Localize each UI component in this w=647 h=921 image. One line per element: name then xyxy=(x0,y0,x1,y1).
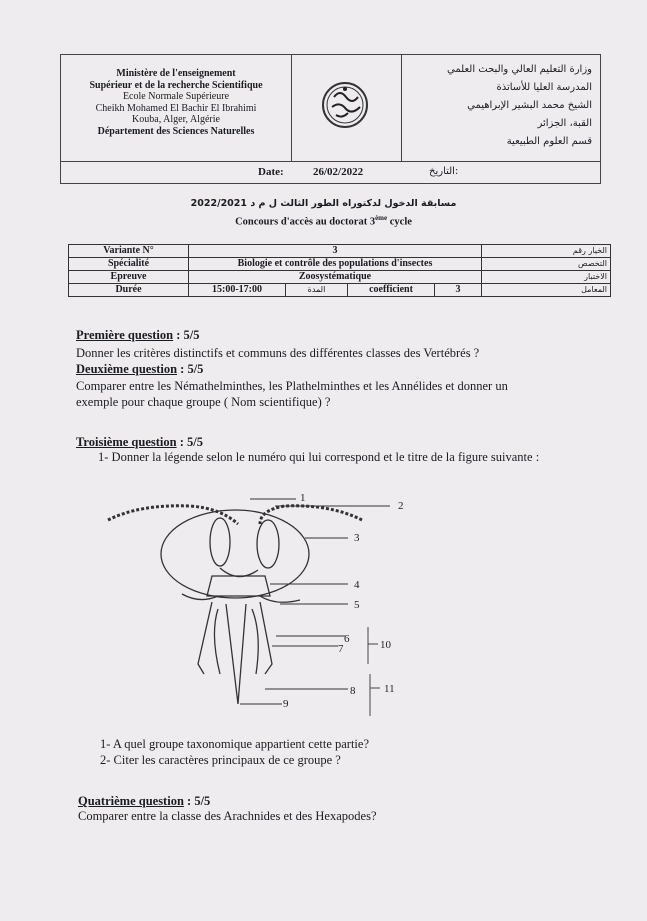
concours-title-sup: ème xyxy=(375,214,388,222)
duree-label-ar: المدة xyxy=(286,284,348,297)
table-row xyxy=(69,245,611,258)
question-2-heading xyxy=(76,362,203,377)
header-box xyxy=(60,54,601,184)
figure-label-10: 10 xyxy=(380,639,391,651)
question-1-heading xyxy=(76,328,199,343)
coefficient-label-ar: المعامل xyxy=(482,284,611,297)
date-label-arabic: التاريخ: xyxy=(429,166,459,177)
figure-label-4: 4 xyxy=(354,579,360,591)
location-line: Kouba, Alger, Algérie xyxy=(132,114,220,125)
question-3-sub-2: 2- Citer les caractères principaux de ce groupe ? xyxy=(100,753,341,767)
question-2-text: Comparer entre les Némathelminthes, les Plathelminthes et les Annélides et donner un exemple pour chaque groupe ( Nom scientifique) ? xyxy=(76,379,508,409)
concours-title-end: cycle xyxy=(387,216,412,228)
concours-title-arabic: مسابقة الدخول لدكتوراه الطور الثالث ل م د 2022/2021 xyxy=(190,198,457,209)
exam-info-table xyxy=(68,244,611,297)
location-ar: القبة، الجزائر xyxy=(537,118,592,129)
question-3-item-1: 1- Donner la légende selon le numéro qui lui correspond et le titre de la figure suivante : xyxy=(98,450,540,464)
question-4-text: Comparer entre la classe des Arachnides et des Hexapodes? xyxy=(78,809,377,823)
date-row xyxy=(61,161,600,184)
question-4-title: Quatrième question xyxy=(78,794,184,808)
table-row xyxy=(69,284,611,297)
figure-label-9: 9 xyxy=(283,698,289,710)
insect-head-figure xyxy=(100,484,420,724)
table-row xyxy=(69,271,611,284)
ministry-ar: وزارة التعليم العالي والبحث العلمي xyxy=(447,64,592,75)
concours-title-french xyxy=(0,214,647,228)
epreuve-value: Zoosystématique xyxy=(189,271,482,284)
variante-value: 3 xyxy=(189,245,482,258)
coefficient-label: coefficient xyxy=(348,284,435,297)
school-line-1: Ecole Normale Supérieure xyxy=(122,91,230,102)
figure-label-2: 2 xyxy=(398,500,404,512)
figure-label-1: 1 xyxy=(300,492,306,504)
question-1-score: : 5/5 xyxy=(173,328,200,342)
question-2-score: : 5/5 xyxy=(177,362,204,376)
question-3-heading xyxy=(76,435,203,450)
variante-label-ar: الخيار رقم xyxy=(482,245,611,258)
epreuve-label: Epreuve xyxy=(69,271,189,284)
specialite-value: Biologie et contrôle des populations d'insectes xyxy=(189,258,482,271)
variante-label: Variante N° xyxy=(69,245,189,258)
question-1-title: Première question xyxy=(76,328,174,342)
figure-label-5: 5 xyxy=(354,599,360,611)
figure-label-6: 6 xyxy=(344,633,350,645)
school-ar: المدرسة العليا للأساتذة xyxy=(496,82,592,93)
concours-title-text: Concours d'accès au doctorat 3 xyxy=(235,216,376,228)
duree-label: Durée xyxy=(69,284,189,297)
question-3-title: Troisième question xyxy=(76,435,177,449)
school-line-2: Cheikh Mohamed El Bachir El Ibrahimi xyxy=(95,102,257,114)
question-2-title: Deuxième question xyxy=(76,362,178,376)
figure-label-8: 8 xyxy=(350,685,356,697)
ministry-line-2: Supérieur et de la recherche Scientifique xyxy=(89,79,263,91)
school-logo xyxy=(292,55,402,161)
question-4-heading xyxy=(78,794,210,809)
header-right-arabic xyxy=(402,55,600,161)
school-name-ar: الشيخ محمد البشير الإبراهيمي xyxy=(467,100,592,111)
figure-label-3: 3 xyxy=(354,532,360,544)
question-4-score: : 5/5 xyxy=(183,794,211,808)
figure-label-7: 7 xyxy=(338,643,344,655)
department-ar: قسم العلوم الطبيعية xyxy=(506,136,592,147)
question-1-text: Donner les critères distinctifs et communs des différentes classes des Vertébrés ? xyxy=(76,346,480,360)
duree-value: 15:00-17:00 xyxy=(189,284,286,297)
specialite-label-ar: التخصص xyxy=(482,258,611,271)
specialite-label: Spécialité xyxy=(69,258,189,271)
question-3-score: : 5/5 xyxy=(176,435,203,449)
table-row xyxy=(69,258,611,271)
figure-label-11: 11 xyxy=(384,683,395,695)
date-label: Date: xyxy=(258,166,284,178)
department-line: Département des Sciences Naturelles xyxy=(97,125,255,137)
header-logo-cell xyxy=(292,55,402,161)
date-value: 26/02/2022 xyxy=(313,166,364,178)
ministry-line-1: Ministère de l'enseignement xyxy=(116,68,236,79)
coefficient-value: 3 xyxy=(435,284,482,297)
question-3-sub-1: 1- A quel groupe taxonomique appartient cette partie? xyxy=(100,737,370,751)
header-left-french xyxy=(61,55,292,161)
epreuve-label-ar: الاختبار xyxy=(482,271,611,284)
